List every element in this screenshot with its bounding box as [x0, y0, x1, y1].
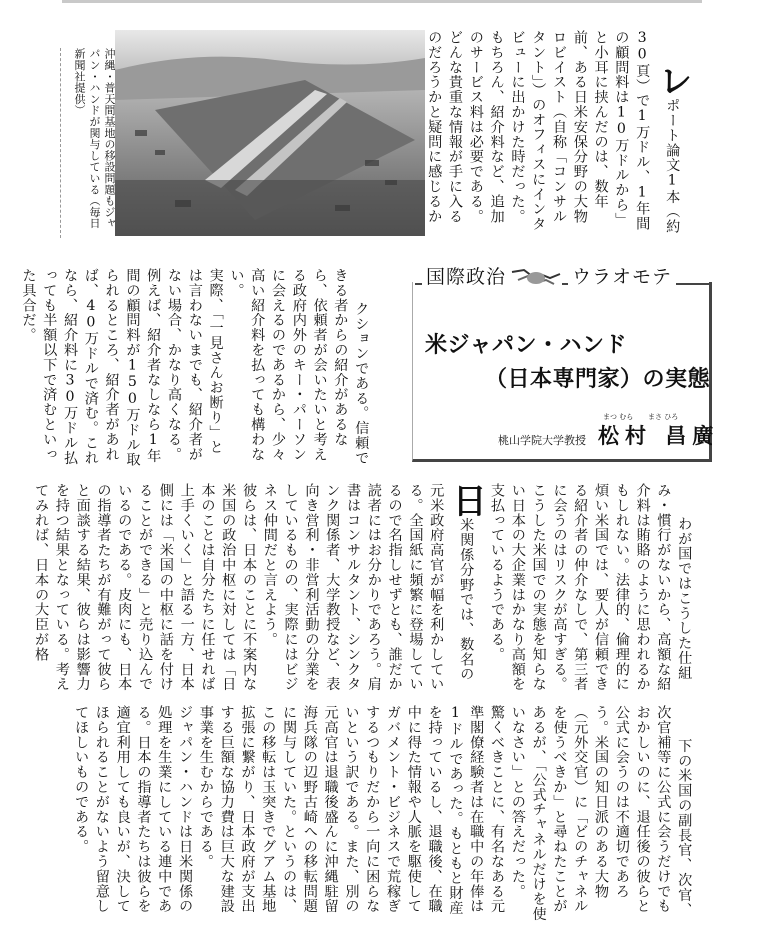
- body-text-segment-3: わが国ではこうした仕組み・慣行がないから、高額な紹介料は賄賂のように思われるかもしれない。法律的、倫理的に煩い米国では、要人が信頼できる紹介者の仲介なしで、第三者に会うのはリスクが高すぎる。こうした米国での実態を知らない日本の大企業はかなり高額を支払っているようである。: [489, 483, 693, 692]
- article-title-line-2: （日本専門家）の実態: [485, 367, 711, 392]
- airbase-aerial-photo: [115, 30, 425, 236]
- body-text-segment-2: クションである。信頼できる者からの紹介があるなら、依頼者が会いたいと考える政府内外のキー・パーソンに会えるのであるから、少々高い紹介料を払っても構わない。 実際、「一見さんお断り」とは言わないまでも、紹介者がない場合、かなり高くなる。例えば、紹介者なしなら1年間の顧問料が150万ドル取られるところ、紹介者があれば、40万ドルで済む。これなら、紹介料に30万ドル払っても半額以下で済むといった具合だ。: [20, 268, 370, 468]
- body-text-segment-4: 米関係分野では、数名の元米政府高官が幅を利かしている。全国紙に頻繁に登場しているので名指しせずとも、誰だか読者にはお分かりであろう。肩書はコンサルタント、シンクタンク関係者、大学教授など、表向き営利・非営利活動の分業をしているものの、実際にはビジネス仲間だと言えよう。 彼らは、日本のことに不案内な米国の政治中枢に対しては「日本のことは自分たちに任せれば上手くいく」と語る一方、日本側には「米国の中枢に話を付けることができる」と売り込んでいるのである。皮肉にも、日本の指導者たちが有難がって彼らと面談する結果、彼らは影響力を持つ結果となっている。考えてみれば、日本の大臣が格: [33, 483, 475, 692]
- author-name: 松村 昌廣: [598, 424, 720, 448]
- body-block-bottom: [60, 705, 715, 927]
- handshake-icon: [510, 264, 562, 290]
- body-block-middle: [20, 268, 392, 468]
- body-text-segment-1: ポート論文1本（約30頁）で1万ドル、1年間の顧問料は10万ドルから」と小耳に挟んだのは、数年前、ある日米安保分野の大物ロビイスト（自称「コンサルタント」）のオフィスにインタビューに出かけた時だった。もちろん、紹介料など、追加のサービス料は必要である。どんな貴重な情報が手に入るのだろうかと疑問に感じるか: [426, 30, 681, 235]
- drop-cap-re: レ: [652, 63, 693, 99]
- body-block-top: [428, 30, 713, 238]
- top-rule: [62, 0, 702, 3]
- article-title-line-1: 米ジャパン・ハンド: [425, 333, 628, 358]
- airbase-photo-image: [115, 30, 425, 236]
- author-ruby-family: まつ むら: [603, 413, 634, 421]
- photo-caption: 沖縄・普天間基地の移設問題もジャパン・ハンドが関与している（毎日新聞社提供）: [60, 48, 117, 238]
- author-ruby-given: まさ ひろ: [648, 413, 679, 421]
- drop-cap-nichi: 日: [446, 483, 487, 518]
- author-affiliation: 桃山学院大学教授: [498, 434, 586, 447]
- body-block-lower: [33, 483, 715, 693]
- body-text-segment-5: 下の米国の副長官、次官、次官補等に公式に会うだけでもおかしいのに、退任後の彼らと公式に会うのは不適切であろう。米国の知日派のある大物（元外交官）に「どのチャネルを使うべきか」と尋ねたことがあるが、「公式チャネルだけを使いなさい」との答えだった。 驚くべきことに、有名なある元準閣僚経験者は在職中の年俸は1ドルであった。もともと財産を持っているし、退職後、在職中に得た情報や人脈を駆使してガバメント・ビジネスで荒稼ぎするつもりだから一向に困らないという訳である。また、別の元高官は退職後盛んに沖縄駐留海兵隊の辺野古崎への移転問題に関与していた。というのは、この移転は玉突きでグアム基地拡張に繋がり、日本政府が支出する巨額な協力費は巨大な建設事業を生むからである。 ジャパン・ハンドは日米関係の処理を生業にしている連中である。日本の指導者たちは彼らを適宜利用しても良いが、決してほられることがないよう留意してほしいものである。: [73, 705, 693, 922]
- series-label-right: ウラオモテ: [568, 262, 676, 289]
- series-label-left: 国際政治: [422, 262, 510, 289]
